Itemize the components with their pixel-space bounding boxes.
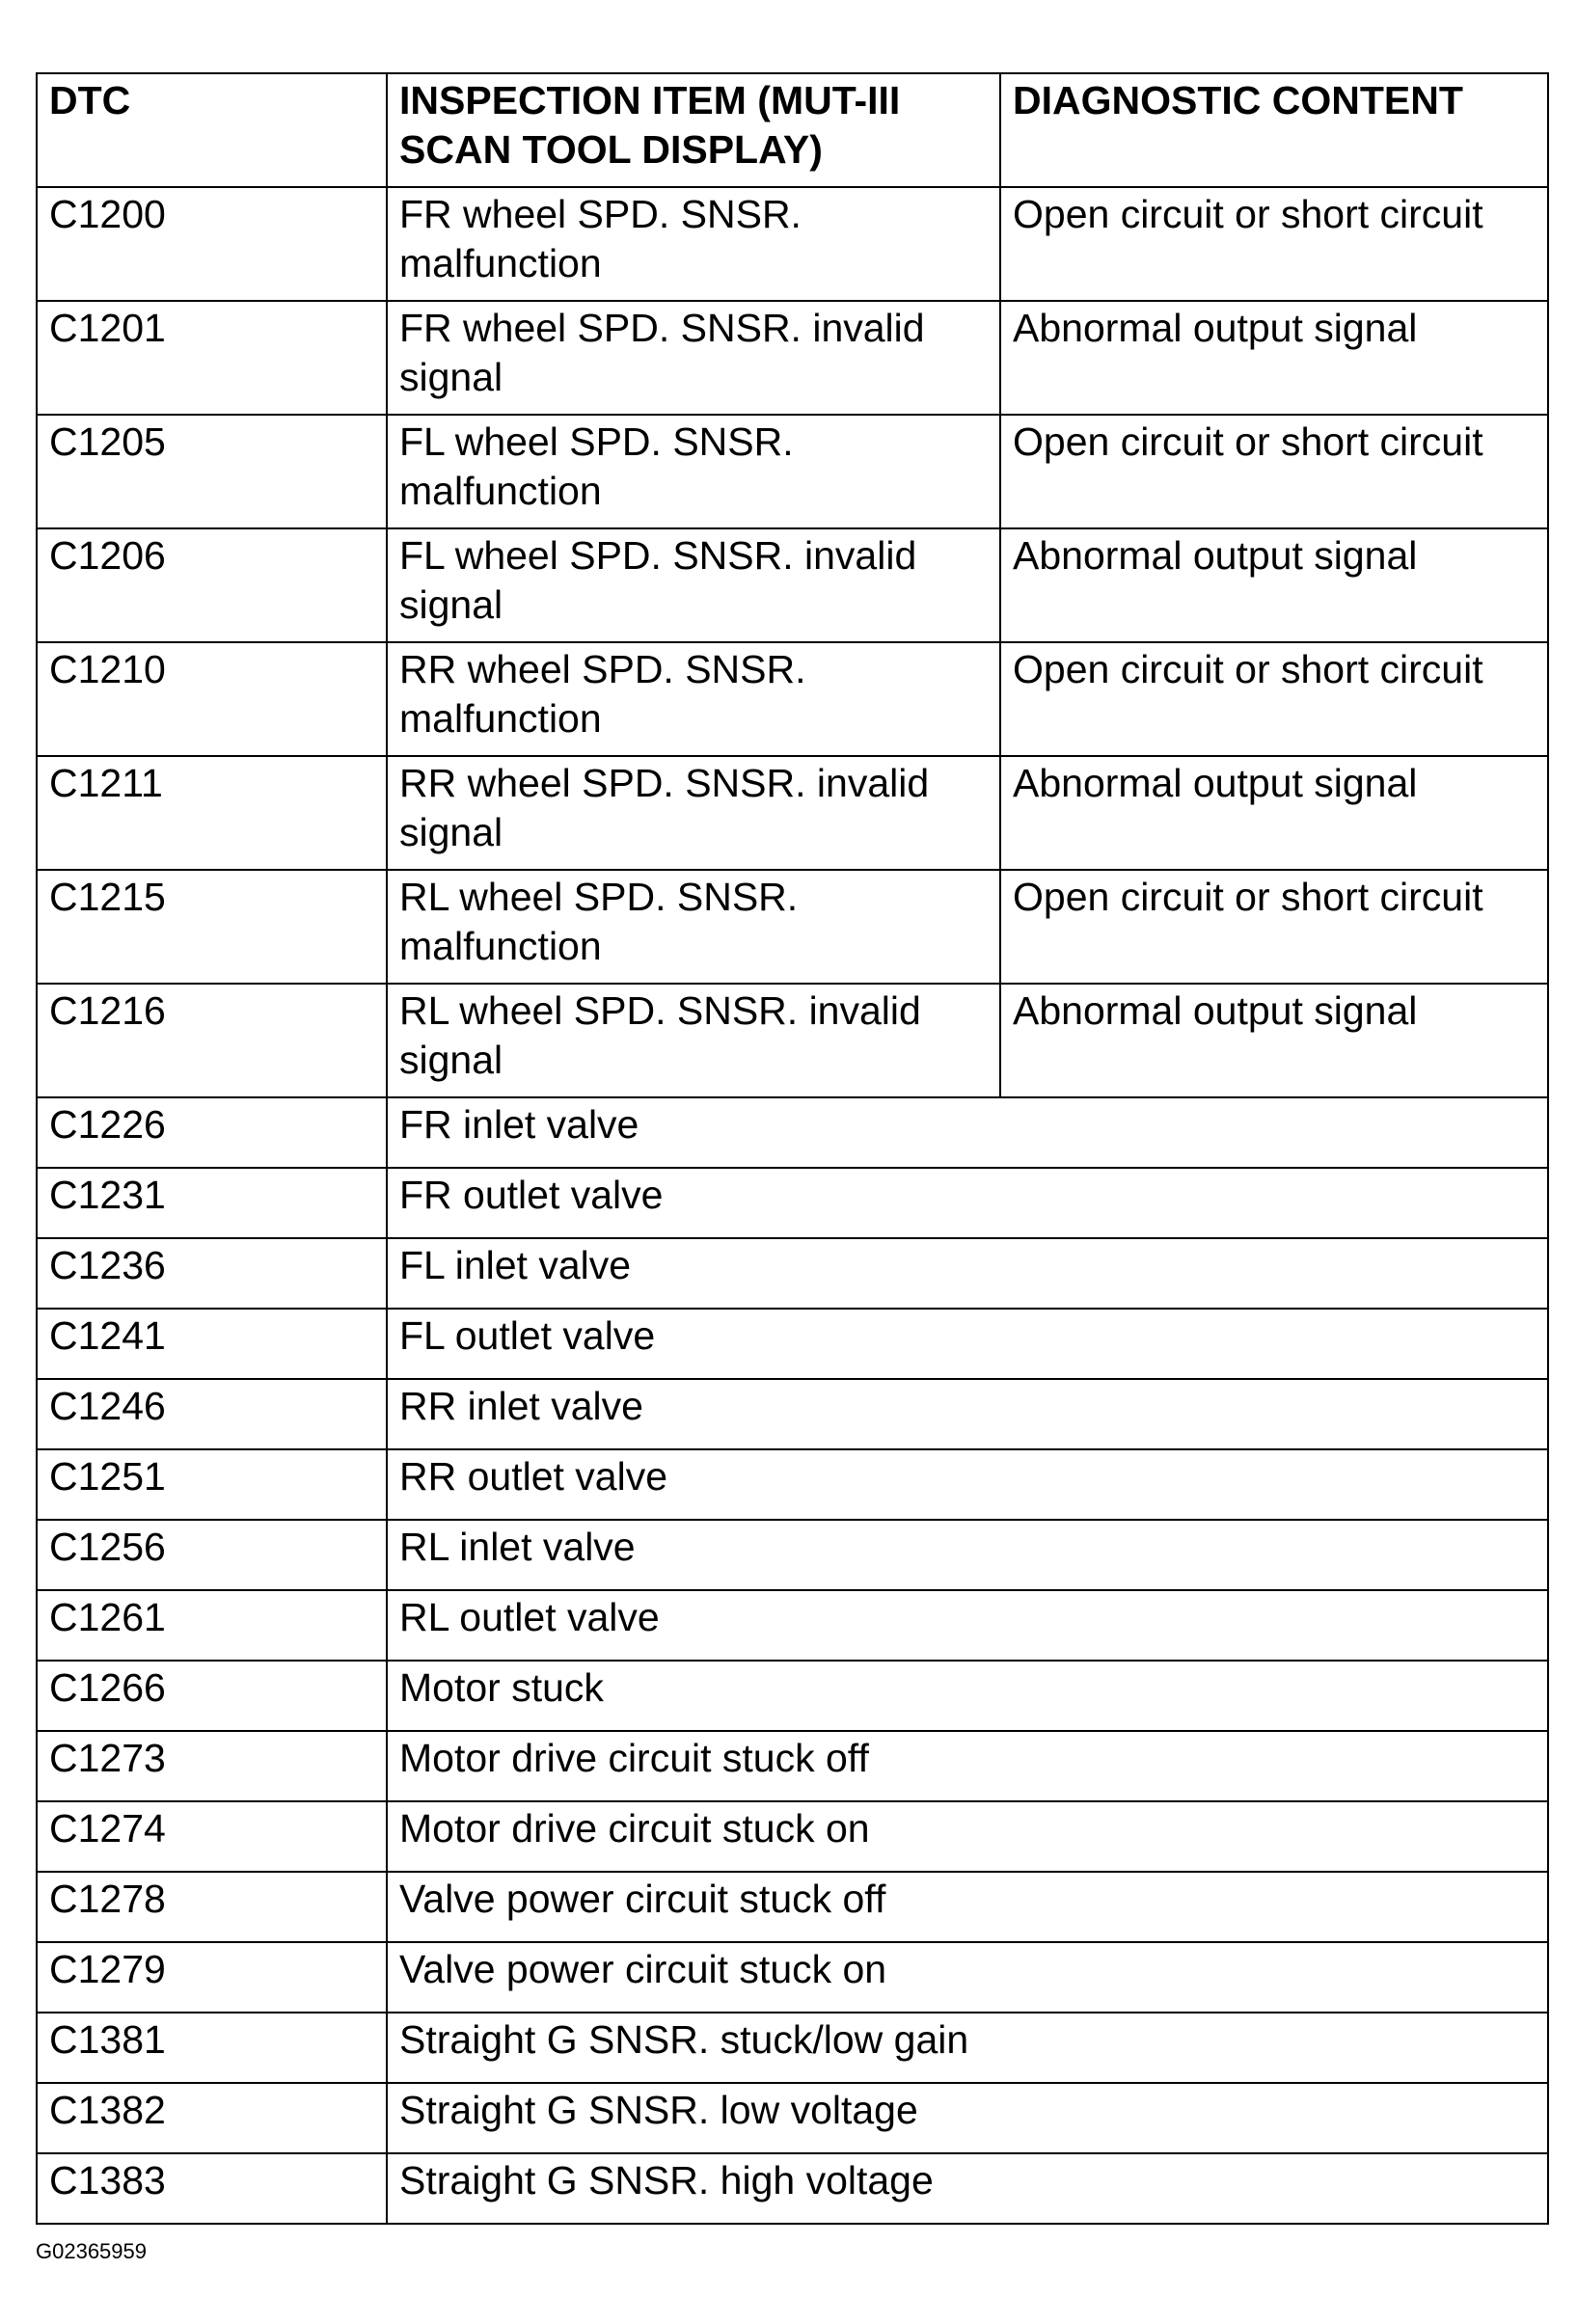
inspection-item-cell: FL wheel SPD. SNSR. invalid signal xyxy=(387,528,1000,642)
table-row xyxy=(37,1801,1548,1872)
table-row xyxy=(37,1520,1548,1590)
table-row xyxy=(37,756,1548,870)
diagnostic-content-cell: Abnormal output signal xyxy=(1000,984,1548,1097)
table-row xyxy=(37,642,1548,756)
table-row xyxy=(37,1379,1548,1449)
diagnostic-content-cell: Abnormal output signal xyxy=(1000,528,1548,642)
inspection-item-cell: FL outlet valve xyxy=(387,1309,1548,1379)
header-diagnostic-content: DIAGNOSTIC CONTENT xyxy=(1000,73,1548,187)
inspection-item-cell: RL wheel SPD. SNSR. invalid signal xyxy=(387,984,1000,1097)
inspection-item-cell: RL wheel SPD. SNSR. malfunction xyxy=(387,870,1000,984)
table-row xyxy=(37,1590,1548,1661)
diagnostic-content-cell: Open circuit or short circuit xyxy=(1000,870,1548,984)
table-row xyxy=(37,1449,1548,1520)
inspection-item-cell: FR inlet valve xyxy=(387,1097,1548,1168)
table-row xyxy=(37,2013,1548,2083)
dtc-code-cell: C1274 xyxy=(37,1801,387,1872)
dtc-code-cell: C1210 xyxy=(37,642,387,756)
table-row xyxy=(37,1731,1548,1801)
figure-id: G02365959 xyxy=(36,2239,147,2263)
dtc-code-cell: C1381 xyxy=(37,2013,387,2083)
table-row xyxy=(37,2153,1548,2224)
inspection-item-cell: FR outlet valve xyxy=(387,1168,1548,1238)
dtc-code-cell: C1231 xyxy=(37,1168,387,1238)
dtc-code-cell: C1273 xyxy=(37,1731,387,1801)
dtc-code-cell: C1200 xyxy=(37,187,387,301)
dtc-code-cell: C1246 xyxy=(37,1379,387,1449)
diagnostic-content-cell: Open circuit or short circuit xyxy=(1000,415,1548,528)
table-row xyxy=(37,301,1548,415)
inspection-item-cell: Valve power circuit stuck off xyxy=(387,1872,1548,1942)
table-row xyxy=(37,1309,1548,1379)
diagnostic-content-cell: Abnormal output signal xyxy=(1000,301,1548,415)
inspection-item-cell: RL outlet valve xyxy=(387,1590,1548,1661)
dtc-code-cell: C1205 xyxy=(37,415,387,528)
inspection-item-cell: FR wheel SPD. SNSR. invalid signal xyxy=(387,301,1000,415)
inspection-item-cell: RR inlet valve xyxy=(387,1379,1548,1449)
diagnostic-content-cell: Abnormal output signal xyxy=(1000,756,1548,870)
inspection-item-cell: Motor stuck xyxy=(387,1661,1548,1731)
dtc-code-cell: C1206 xyxy=(37,528,387,642)
dtc-code-cell: C1266 xyxy=(37,1661,387,1731)
inspection-item-cell: Motor drive circuit stuck off xyxy=(387,1731,1548,1801)
table-row xyxy=(37,415,1548,528)
inspection-item-cell: RR wheel SPD. SNSR. malfunction xyxy=(387,642,1000,756)
dtc-code-cell: C1215 xyxy=(37,870,387,984)
dtc-code-cell: C1382 xyxy=(37,2083,387,2153)
dtc-code-cell: C1279 xyxy=(37,1942,387,2013)
inspection-item-cell: Straight G SNSR. low voltage xyxy=(387,2083,1548,2153)
inspection-item-cell: FL inlet valve xyxy=(387,1238,1548,1309)
diagnostic-content-cell: Open circuit or short circuit xyxy=(1000,187,1548,301)
table-row xyxy=(37,870,1548,984)
table-header-row xyxy=(37,73,1548,187)
inspection-item-cell: FR wheel SPD. SNSR. malfunction xyxy=(387,187,1000,301)
table-row xyxy=(37,187,1548,301)
dtc-code-cell: C1201 xyxy=(37,301,387,415)
table-body xyxy=(37,187,1548,2224)
table-row xyxy=(37,1942,1548,2013)
dtc-table xyxy=(36,72,1549,2225)
inspection-item-cell: Valve power circuit stuck on xyxy=(387,1942,1548,2013)
inspection-item-cell: Straight G SNSR. high voltage xyxy=(387,2153,1548,2224)
table-row xyxy=(37,2083,1548,2153)
inspection-item-cell: Straight G SNSR. stuck/low gain xyxy=(387,2013,1548,2083)
inspection-item-cell: RR wheel SPD. SNSR. invalid signal xyxy=(387,756,1000,870)
dtc-code-cell: C1216 xyxy=(37,984,387,1097)
table-row xyxy=(37,528,1548,642)
dtc-code-cell: C1261 xyxy=(37,1590,387,1661)
dtc-code-cell: C1241 xyxy=(37,1309,387,1379)
inspection-item-cell: Motor drive circuit stuck on xyxy=(387,1801,1548,1872)
table-row xyxy=(37,1872,1548,1942)
table-row xyxy=(37,1661,1548,1731)
inspection-item-cell: RL inlet valve xyxy=(387,1520,1548,1590)
header-dtc: DTC xyxy=(37,73,387,187)
dtc-code-cell: C1226 xyxy=(37,1097,387,1168)
dtc-code-cell: C1236 xyxy=(37,1238,387,1309)
header-inspection-item: INSPECTION ITEM (MUT-III SCAN TOOL DISPLAY) xyxy=(387,73,1000,187)
dtc-code-cell: C1383 xyxy=(37,2153,387,2224)
dtc-code-cell: C1278 xyxy=(37,1872,387,1942)
diagnostic-content-cell: Open circuit or short circuit xyxy=(1000,642,1548,756)
table-row xyxy=(37,1097,1548,1168)
dtc-code-cell: C1256 xyxy=(37,1520,387,1590)
inspection-item-cell: RR outlet valve xyxy=(387,1449,1548,1520)
table-row xyxy=(37,1168,1548,1238)
table-row xyxy=(37,1238,1548,1309)
dtc-code-cell: C1211 xyxy=(37,756,387,870)
table-row xyxy=(37,984,1548,1097)
inspection-item-cell: FL wheel SPD. SNSR. malfunction xyxy=(387,415,1000,528)
dtc-code-cell: C1251 xyxy=(37,1449,387,1520)
